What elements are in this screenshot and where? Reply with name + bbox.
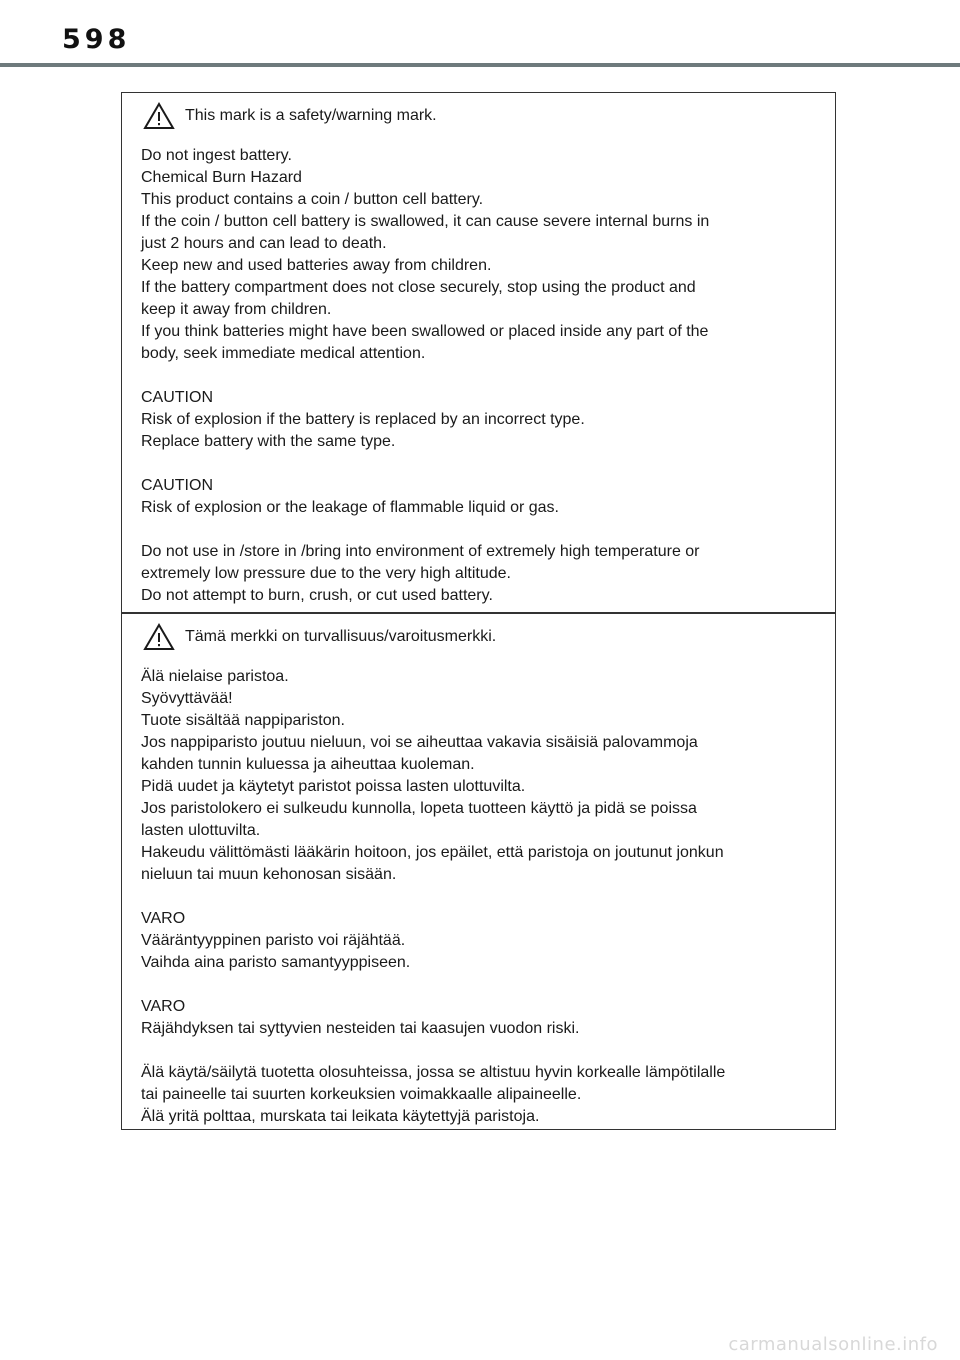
ingest-warning-block: [141, 666, 819, 886]
safety-mark-text: Tämä merkki on turvallisuus/varoitusmerkki.: [185, 628, 497, 645]
text-line: Jos nappiparisto joutuu nieluun, voi se aiheuttaa vakavia sisäisiä palovammoja: [141, 734, 698, 751]
environment-warning-block: [141, 541, 819, 607]
text-line: body, seek immediate medical attention.: [141, 345, 426, 362]
text-line: Keep new and used batteries away from children.: [141, 257, 492, 274]
page-number: 598: [62, 24, 131, 55]
text-line: Risk of explosion or the leakage of flammable liquid or gas.: [141, 499, 559, 516]
text-line: just 2 hours and can lead to death.: [141, 235, 387, 252]
warning-triangle-icon: [143, 102, 175, 130]
environment-warning-block: [141, 1062, 819, 1128]
text-line: kahden tunnin kuluessa ja aiheuttaa kuoleman.: [141, 756, 475, 773]
text-line: Do not attempt to burn, crush, or cut used battery.: [141, 587, 493, 604]
text-line: Hakeudu välittömästi lääkärin hoitoon, jos epäilet, että paristoja on joutunut jonkun: [141, 844, 724, 861]
text-line: If you think batteries might have been swallowed or placed inside any part of the: [141, 323, 709, 340]
caution-replacement-block: [141, 908, 819, 974]
text-line: Jos paristolokero ei sulkeudu kunnolla, lopeta tuotteen käyttö ja pidä se poissa: [141, 800, 697, 817]
text-line: Tuote sisältää nappipariston.: [141, 712, 345, 729]
ingest-warning-block: [141, 145, 819, 365]
site-watermark: carmanualsonline.info: [728, 1334, 938, 1355]
text-line: Vääräntyyppinen paristo voi räjähtää.: [141, 932, 406, 949]
text-line: Risk of explosion if the battery is replaced by an incorrect type.: [141, 411, 585, 428]
text-line: lasten ulottuvilta.: [141, 822, 261, 839]
text-line: Pidä uudet ja käytetyt paristot poissa lasten ulottuvilta.: [141, 778, 526, 795]
caution-heading: VARO: [141, 998, 186, 1015]
text-line: tai paineelle tai suurten korkeuksien voimakkaalle alipaineelle.: [141, 1086, 582, 1103]
caution-heading: VARO: [141, 910, 186, 927]
text-line: Syövyttävää!: [141, 690, 233, 707]
finnish-warning-section: [122, 614, 835, 1129]
safety-mark-text: This mark is a safety/warning mark.: [185, 107, 437, 124]
safety-mark-row: [143, 622, 819, 652]
caution-heading: CAUTION: [141, 389, 213, 406]
text-line: Älä nielaise paristoa.: [141, 668, 289, 685]
text-line: Replace battery with the same type.: [141, 433, 396, 450]
text-line: extremely low pressure due to the very high altitude.: [141, 565, 511, 582]
english-warning-section: [122, 93, 835, 613]
text-line: Älä yritä polttaa, murskata tai leikata käytettyjä paristoja.: [141, 1108, 540, 1125]
text-line: This product contains a coin / button cell battery.: [141, 191, 484, 208]
text-line: Vaihda aina paristo samantyyppiseen.: [141, 954, 411, 971]
text-line: If the coin / button cell battery is swallowed, it can cause severe internal burns in: [141, 213, 710, 230]
text-line: nieluun tai muun kehonosan sisään.: [141, 866, 397, 883]
safety-mark-row: [143, 101, 819, 131]
caution-explosion-block: [141, 996, 819, 1040]
text-line: Älä käytä/säilytä tuotetta olosuhteissa, jossa se altistuu hyvin korkealle lämpötilalle: [141, 1064, 726, 1081]
text-line: If the battery compartment does not close securely, stop using the product and: [141, 279, 696, 296]
text-line: Do not ingest battery.: [141, 147, 292, 164]
caution-replacement-block: [141, 387, 819, 453]
text-line: Do not use in /store in /bring into environment of extremely high temperature or: [141, 543, 700, 560]
warning-triangle-icon: [143, 623, 175, 651]
header-rule: [0, 63, 960, 67]
battery-warning-box: [121, 92, 836, 1130]
caution-heading: CAUTION: [141, 477, 213, 494]
text-line: Räjähdyksen tai syttyvien nesteiden tai kaasujen vuodon riski.: [141, 1020, 580, 1037]
caution-explosion-block: [141, 475, 819, 519]
text-line: Chemical Burn Hazard: [141, 169, 302, 186]
text-line: keep it away from children.: [141, 301, 332, 318]
